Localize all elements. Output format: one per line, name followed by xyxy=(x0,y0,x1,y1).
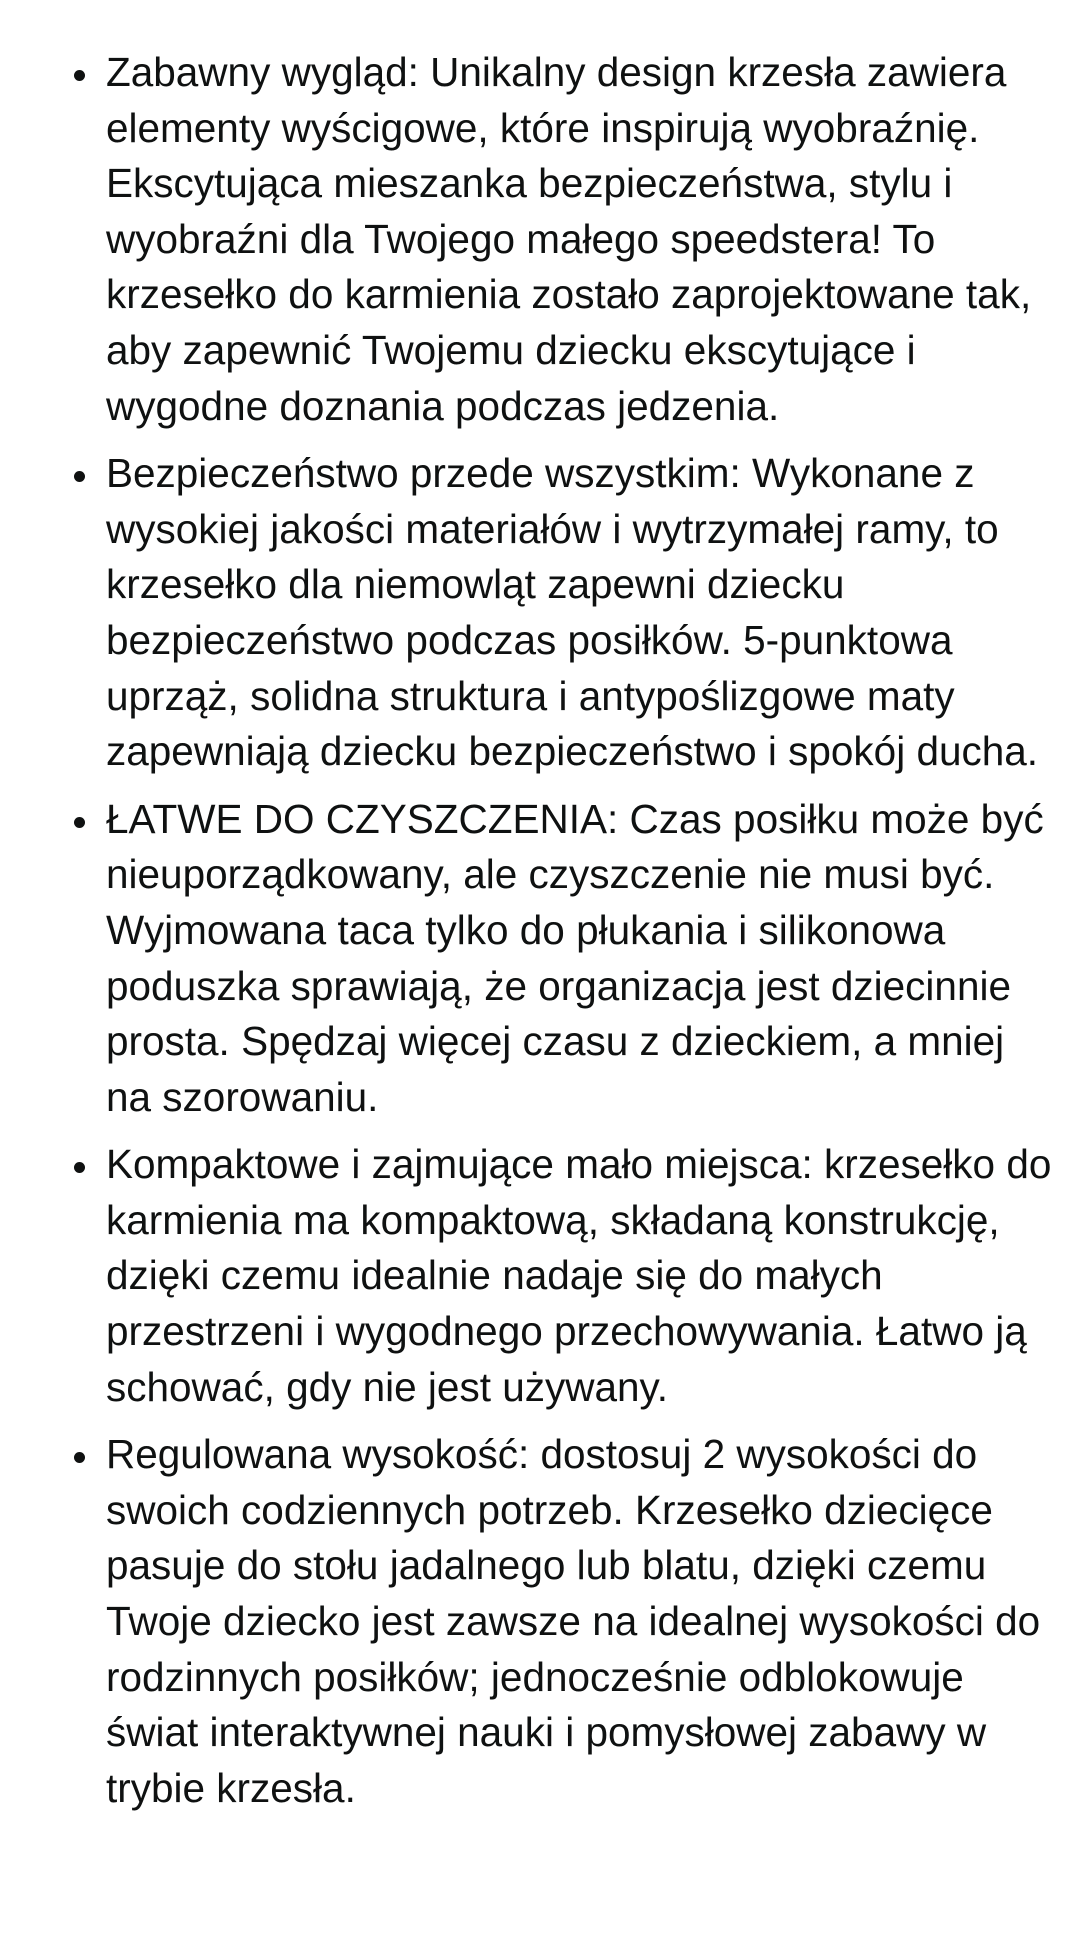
feature-text: Kompaktowe i zajmujące mało miejsca: krzesełko do karmienia ma kompaktową, składaną konstrukcję, dzięki czemu idealnie nadaje się do małych przestrzeni i wygodnego przechowywania. Łatwo ją schować, gdy nie jest używany. xyxy=(106,1141,1052,1410)
bullet-dot-icon xyxy=(74,817,85,828)
bullet-dot-icon xyxy=(74,70,85,81)
feature-text: ŁATWE DO CZYSZCZENIA: Czas posiłku może być nieuporządkowany, ale czyszczenie nie musi być. Wyjmowana taca tylko do płukania i silikonowa poduszka sprawiają, że organizacja jest dziecinnie prosta. Spędzaj więcej czasu z dzieckiem, a mniej na szorowaniu. xyxy=(106,795,1044,1120)
feature-bullet-easy-clean xyxy=(106,792,1054,1126)
bullet-dot-icon xyxy=(74,1452,85,1463)
feature-text: Zabawny wygląd: Unikalny design krzesła zawiera elementy wyścigowe, które inspirują wyobraźnię. Ekscytująca mieszanka bezpieczeństwa, stylu i wyobraźni dla Twojego małego speedstera! To krzesełko do karmienia zostało zaprojektowane tak, aby zapewnić Twojemu dziecku ekscytujące i wygodne doznania podczas jedzenia. xyxy=(106,49,1032,429)
feature-bullet-fun-look xyxy=(106,45,1054,434)
feature-bullet-adjustable-height xyxy=(106,1427,1054,1816)
bullet-dot-icon xyxy=(74,1162,85,1173)
feature-text: Bezpieczeństwo przede wszystkim: Wykonane z wysokiej jakości materiałów i wytrzymałej ramy, to krzesełko dla niemowląt zapewni dziecku bezpieczeństwo podczas posiłków. 5-punktowa uprząż, solidna struktura i antypoślizgowe maty zapewniają dziecku bezpieczeństwo i spokój ducha. xyxy=(106,450,1039,775)
feature-bullet-compact xyxy=(106,1137,1054,1415)
bullet-dot-icon xyxy=(74,471,85,482)
feature-text: Regulowana wysokość: dostosuj 2 wysokości do swoich codziennych potrzeb. Krzesełko dziecięce pasuje do stołu jadalnego lub blatu, dzięki czemu Twoje dziecko jest zawsze na idealnej wysokości do rodzinnych posiłków; jednocześnie odblokowuje świat interaktywnej nauki i pomysłowej zabawy w trybie krzesła. xyxy=(106,1431,1041,1811)
feature-bullet-safety xyxy=(106,446,1054,780)
